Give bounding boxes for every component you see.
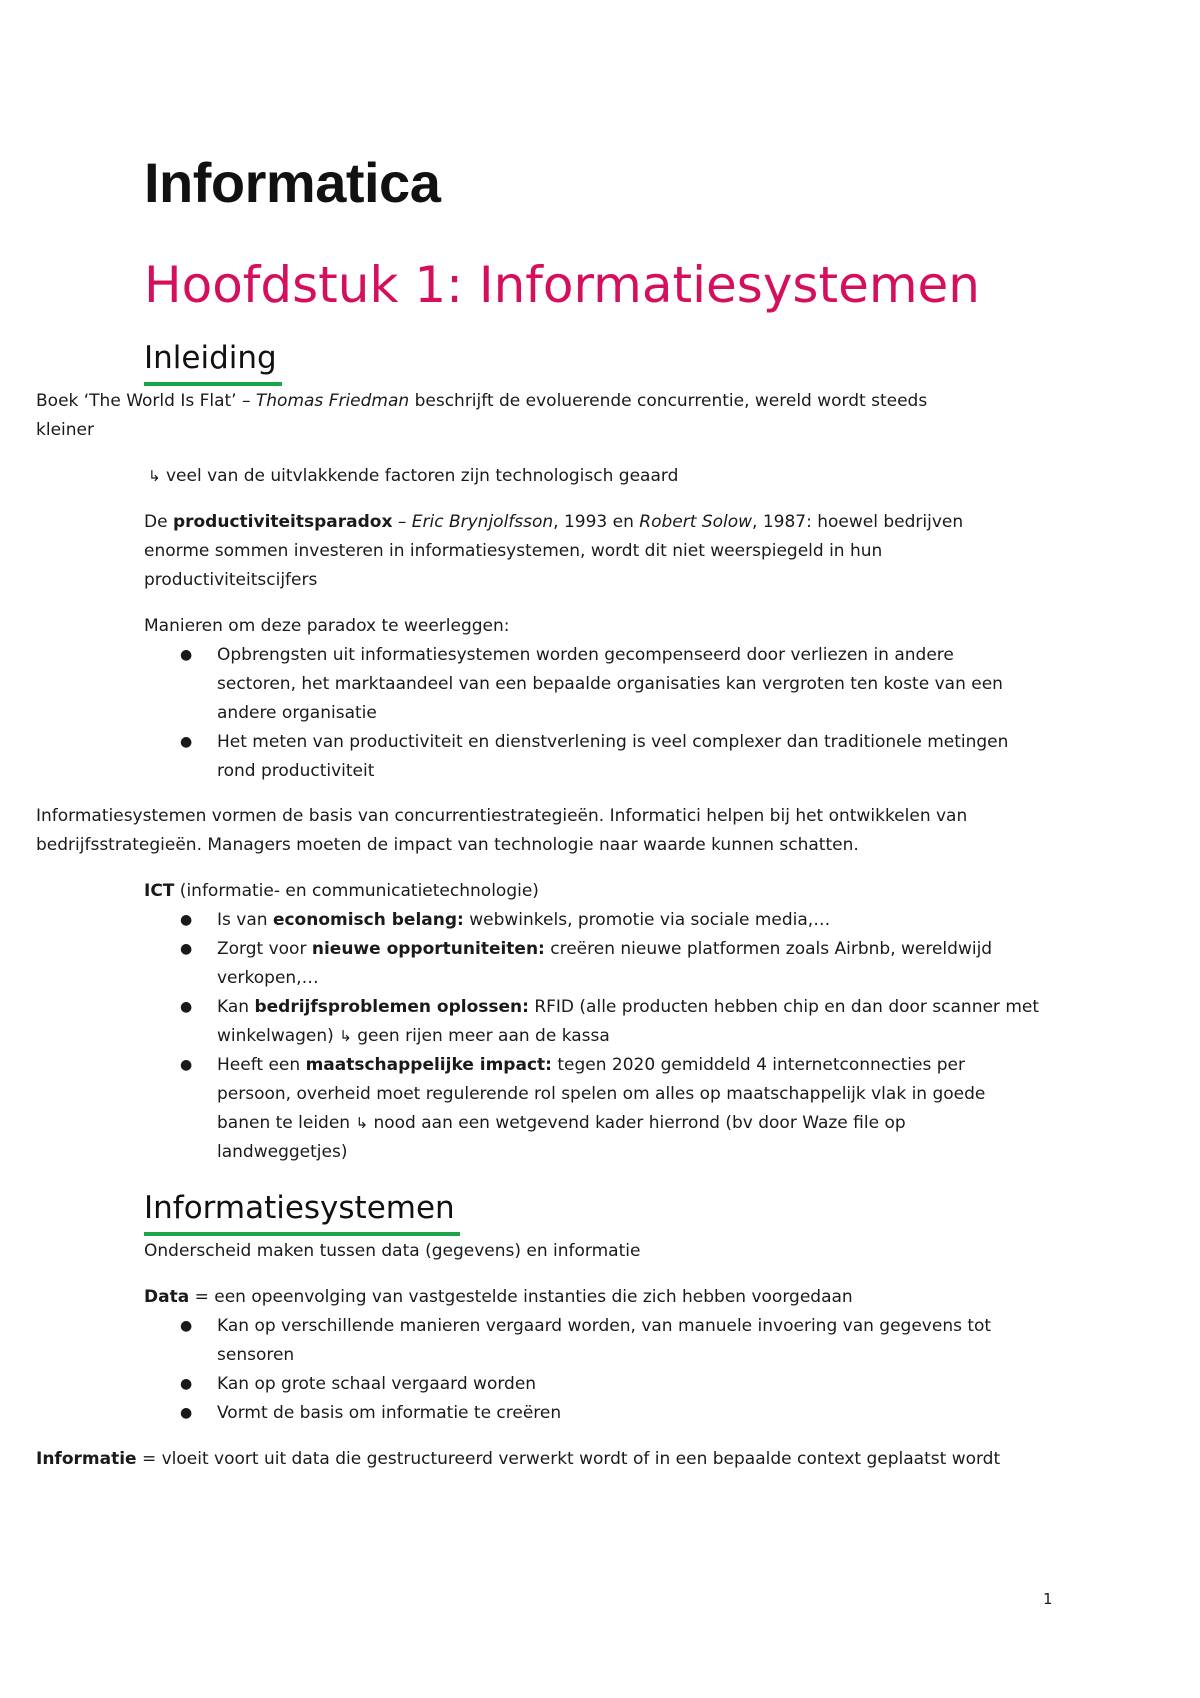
list-item-line: sectoren, het marktaandeel van een bepaalde organisaties kan vergroten ten koste van een bbox=[217, 674, 1003, 694]
list-item-line: sensoren bbox=[217, 1345, 295, 1365]
paragraph-boek-line2: kleiner bbox=[36, 420, 94, 440]
list-item: Het meten van productiviteit en dienstverlening is veel complexer dan traditionele metingen bbox=[217, 732, 1009, 752]
list-item-line: persoon, overheid moet regulerende rol spelen om alles op maatschappelijk vlak in goede bbox=[217, 1084, 986, 1104]
ict-definition: ICT (informatie- en communicatietechnologie) bbox=[144, 881, 539, 901]
paragraph-paradox: De productiviteitsparadox – Eric Brynjolfsson, 1993 en Robert Solow, 1987: hoewel bedrijven bbox=[144, 512, 964, 532]
arrow-icon: ↳ bbox=[339, 1027, 352, 1045]
bullet-icon: ● bbox=[180, 1376, 193, 1392]
list-item: Opbrengsten uit informatiesystemen worden gecompenseerd door verliezen in andere bbox=[217, 645, 954, 665]
bullet-icon: ● bbox=[180, 912, 193, 928]
bullet-icon: ● bbox=[180, 647, 193, 663]
section-heading-inleiding: Inleiding bbox=[144, 340, 277, 376]
paragraph-basis-line2: bedrijfsstrategieën. Managers moeten de impact van technologie naar waarde kunnen schatten. bbox=[36, 835, 859, 855]
bullet-icon: ● bbox=[180, 1405, 193, 1421]
document-title: Informatica bbox=[144, 151, 441, 214]
list-item: Kan bedrijfsproblemen oplossen: RFID (alle producten hebben chip en dan door scanner met bbox=[217, 997, 1040, 1017]
page-number: 1 bbox=[1043, 1590, 1053, 1608]
paragraph-paradox-line2: enorme sommen investeren in informatiesystemen, wordt dit niet weerspiegeld in hun bbox=[144, 541, 883, 561]
heading-underline bbox=[144, 382, 282, 386]
bullet-icon: ● bbox=[180, 941, 193, 957]
data-definition: Data = een opeenvolging van vastgestelde instanties die zich hebben voorgedaan bbox=[144, 1287, 853, 1307]
section-heading-informatiesystemen: Informatiesystemen bbox=[144, 1190, 455, 1226]
list-item-line: verkopen,… bbox=[217, 968, 319, 988]
list-item-line: andere organisatie bbox=[217, 703, 377, 723]
bullet-icon: ● bbox=[180, 1057, 193, 1073]
informatie-definition: Informatie = vloeit voort uit data die gestructureerd verwerkt wordt of in een bepaalde context geplaatst wordt bbox=[36, 1449, 1001, 1469]
chapter-title: Hoofdstuk 1: Informatiesystemen bbox=[144, 256, 980, 314]
arrow-line: ↳ veel van de uitvlakkende factoren zijn technologisch geaard bbox=[148, 466, 679, 486]
heading-underline bbox=[144, 1232, 460, 1236]
ways-intro: Manieren om deze paradox te weerleggen: bbox=[144, 616, 510, 636]
paragraph-paradox-line3: productiviteitscijfers bbox=[144, 570, 318, 590]
list-item-line: winkelwagen) ↳ geen rijen meer aan de kassa bbox=[217, 1026, 610, 1046]
list-item: Is van economisch belang: webwinkels, promotie via sociale media,… bbox=[217, 910, 831, 930]
list-item-line: landweggetjes) bbox=[217, 1142, 348, 1162]
bullet-icon: ● bbox=[180, 1318, 193, 1334]
arrow-icon: ↳ bbox=[355, 1114, 369, 1132]
list-item: Kan op grote schaal vergaard worden bbox=[217, 1374, 537, 1394]
paragraph-onderscheid: Onderscheid maken tussen data (gegevens) en informatie bbox=[144, 1241, 641, 1261]
paragraph-boek: Boek ‘The World Is Flat’ – Thomas Friedman beschrijft de evoluerende concurrentie, wereld wordt steeds bbox=[36, 391, 928, 411]
list-item: Heeft een maatschappelijke impact: tegen 2020 gemiddeld 4 internetconnecties per bbox=[217, 1055, 965, 1075]
list-item-line: rond productiviteit bbox=[217, 761, 375, 781]
bullet-icon: ● bbox=[180, 999, 193, 1015]
list-item: Zorgt voor nieuwe opportuniteiten: creëren nieuwe platformen zoals Airbnb, wereldwijd bbox=[217, 939, 993, 959]
arrow-icon: ↳ bbox=[148, 467, 161, 485]
list-item: Vormt de basis om informatie te creëren bbox=[217, 1403, 562, 1423]
list-item: Kan op verschillende manieren vergaard worden, van manuele invoering van gegevens tot bbox=[217, 1316, 992, 1336]
list-item-line: banen te leiden ↳ nood aan een wetgevend kader hierrond (bv door Waze file op bbox=[217, 1113, 906, 1133]
bullet-icon: ● bbox=[180, 734, 193, 750]
paragraph-basis: Informatiesystemen vormen de basis van concurrentiestrategieën. Informatici helpen bij het ontwikkelen van bbox=[36, 806, 968, 826]
